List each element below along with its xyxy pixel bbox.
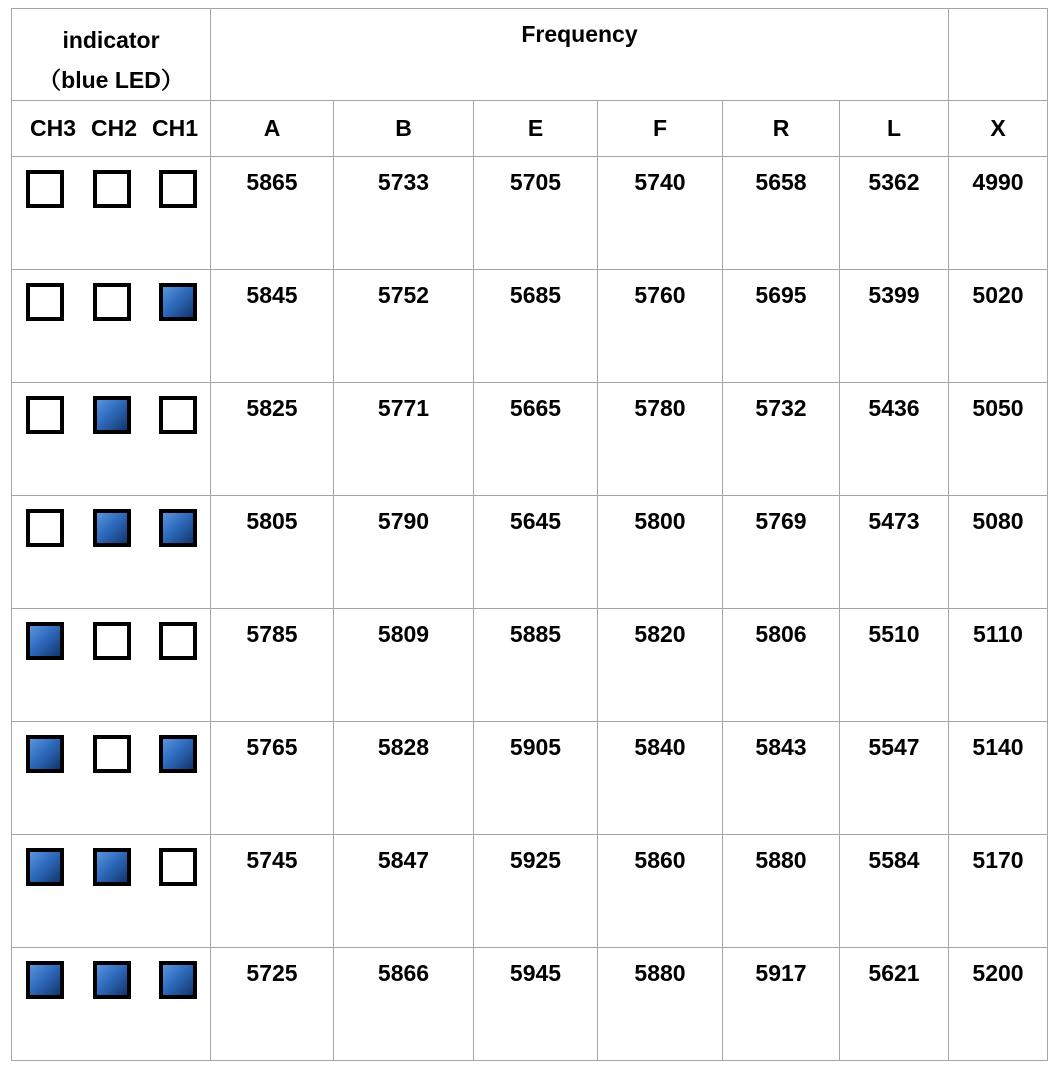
frequency-value: 5752 <box>377 282 430 308</box>
frequency-value: 5769 <box>755 508 807 534</box>
frequency-cell <box>840 835 949 948</box>
channel-label-ch3: CH3 <box>30 115 77 141</box>
led-ch1-on-icon <box>159 735 197 773</box>
frequency-cell <box>598 496 723 609</box>
frequency-value: 5765 <box>246 734 298 760</box>
band-header-r: R <box>723 101 840 157</box>
led-ch2-off-icon <box>93 622 131 660</box>
table-row <box>12 835 1048 948</box>
frequency-value: 5399 <box>868 282 920 308</box>
indicator-cell <box>12 270 211 383</box>
led-ch2-off-icon <box>93 735 131 773</box>
frequency-cell <box>949 383 1048 496</box>
frequency-value: 5865 <box>246 169 298 195</box>
indicator-cell <box>12 948 211 1061</box>
frequency-cell <box>211 383 334 496</box>
frequency-value: 5885 <box>509 621 562 647</box>
frequency-cell <box>723 722 840 835</box>
header-row-2 <box>12 101 1048 157</box>
frequency-cell <box>334 270 474 383</box>
led-ch3-on-icon <box>26 961 64 999</box>
frequency-cell <box>474 496 598 609</box>
frequency-cell <box>723 609 840 722</box>
frequency-value: 5843 <box>755 734 807 760</box>
frequency-value: 5584 <box>868 847 920 873</box>
frequency-cell <box>840 609 949 722</box>
led-ch1-on-icon <box>159 961 197 999</box>
band-header-x: X <box>949 101 1048 157</box>
frequency-title: Frequency <box>521 21 638 47</box>
led-ch1-off-icon <box>159 848 197 886</box>
led-ch1-off-icon <box>159 396 197 434</box>
led-ch2-on-icon <box>93 509 131 547</box>
frequency-cell <box>211 157 334 270</box>
indicator-subtitle: （blue LED） <box>38 67 184 93</box>
led-ch1-on-icon <box>159 509 197 547</box>
frequency-value: 5820 <box>634 621 686 647</box>
band-header-a: A <box>211 101 334 157</box>
frequency-cell <box>211 496 334 609</box>
frequency-value: 5945 <box>509 960 562 986</box>
frequency-cell <box>840 383 949 496</box>
led-ch3-off-icon <box>26 283 64 321</box>
frequency-value: 5080 <box>972 508 1024 534</box>
frequency-cell <box>840 722 949 835</box>
frequency-value: 5200 <box>972 960 1024 986</box>
frequency-value: 5825 <box>246 395 298 421</box>
frequency-cell <box>949 609 1048 722</box>
frequency-value: 5847 <box>377 847 430 873</box>
frequency-cell <box>211 270 334 383</box>
frequency-value: 5860 <box>634 847 686 873</box>
frequency-cell <box>723 496 840 609</box>
frequency-cell <box>598 835 723 948</box>
frequency-cell <box>723 157 840 270</box>
frequency-value: 5510 <box>868 621 920 647</box>
channel-label-ch2: CH2 <box>90 115 137 141</box>
frequency-cell <box>840 270 949 383</box>
frequency-cell <box>598 270 723 383</box>
led-ch1-off-icon <box>159 622 197 660</box>
frequency-value: 5733 <box>377 169 430 195</box>
band-header-e: E <box>474 101 598 157</box>
frequency-value: 5805 <box>246 508 298 534</box>
frequency-cell <box>723 835 840 948</box>
led-ch3-off-icon <box>26 509 64 547</box>
frequency-value: 5880 <box>634 960 686 986</box>
band-header-b: B <box>334 101 474 157</box>
frequency-cell <box>949 722 1048 835</box>
frequency-value: 5771 <box>377 395 430 421</box>
frequency-cell <box>598 609 723 722</box>
indicator-cell <box>12 383 211 496</box>
frequency-cell <box>949 948 1048 1061</box>
led-ch3-off-icon <box>26 396 64 434</box>
empty-header-cell <box>949 9 1048 101</box>
band-header-f: F <box>598 101 723 157</box>
led-ch3-off-icon <box>26 170 64 208</box>
indicator-cell <box>12 835 211 948</box>
frequency-value: 5809 <box>377 621 430 647</box>
frequency-cell <box>474 835 598 948</box>
led-ch2-off-icon <box>93 283 131 321</box>
frequency-value: 5050 <box>972 395 1024 421</box>
frequency-cell <box>474 157 598 270</box>
frequency-cell <box>211 722 334 835</box>
led-ch2-on-icon <box>93 848 131 886</box>
frequency-value: 5140 <box>972 734 1024 760</box>
band-header-l: L <box>840 101 949 157</box>
frequency-cell <box>474 383 598 496</box>
frequency-cell <box>211 835 334 948</box>
frequency-value: 5658 <box>755 169 807 195</box>
frequency-value: 5645 <box>509 508 562 534</box>
frequency-value: 5547 <box>868 734 920 760</box>
led-ch1-on-icon <box>159 283 197 321</box>
frequency-cell <box>598 722 723 835</box>
frequency-cell <box>334 722 474 835</box>
frequency-value: 5725 <box>246 960 298 986</box>
frequency-cell <box>598 948 723 1061</box>
frequency-cell <box>949 496 1048 609</box>
frequency-table <box>11 8 1048 1061</box>
frequency-value: 5705 <box>509 169 562 195</box>
table-row <box>12 383 1048 496</box>
frequency-cell <box>840 948 949 1061</box>
frequency-value: 5785 <box>246 621 298 647</box>
frequency-cell <box>474 722 598 835</box>
frequency-value: 5740 <box>634 169 686 195</box>
table-row <box>12 948 1048 1061</box>
frequency-cell <box>949 157 1048 270</box>
frequency-header <box>211 9 949 101</box>
table-row <box>12 157 1048 270</box>
indicator-cell <box>12 157 211 270</box>
indicator-title: indicator <box>62 27 160 53</box>
led-ch1-off-icon <box>159 170 197 208</box>
led-ch3-on-icon <box>26 848 64 886</box>
frequency-cell <box>840 496 949 609</box>
frequency-cell <box>334 383 474 496</box>
frequency-value: 5828 <box>377 734 430 760</box>
frequency-cell <box>334 157 474 270</box>
frequency-value: 4990 <box>972 169 1024 195</box>
frequency-value: 5473 <box>868 508 920 534</box>
table-row <box>12 270 1048 383</box>
frequency-value: 5790 <box>377 508 430 534</box>
frequency-value: 5880 <box>755 847 807 873</box>
frequency-value: 5925 <box>509 847 562 873</box>
table-row <box>12 609 1048 722</box>
indicator-cell <box>12 496 211 609</box>
frequency-value: 5110 <box>973 621 1023 647</box>
frequency-cell <box>723 270 840 383</box>
frequency-cell <box>723 948 840 1061</box>
frequency-cell <box>598 383 723 496</box>
header-row-1 <box>12 9 1048 101</box>
frequency-value: 5806 <box>755 621 807 647</box>
frequency-cell <box>334 948 474 1061</box>
frequency-cell <box>949 835 1048 948</box>
frequency-cell <box>723 383 840 496</box>
frequency-cell <box>474 270 598 383</box>
frequency-value: 5780 <box>634 395 686 421</box>
frequency-value: 5665 <box>509 395 562 421</box>
frequency-cell <box>211 609 334 722</box>
frequency-value: 5745 <box>246 847 298 873</box>
frequency-value: 5840 <box>634 734 686 760</box>
frequency-cell <box>840 157 949 270</box>
frequency-value: 5362 <box>868 169 920 195</box>
frequency-value: 5800 <box>634 508 686 534</box>
frequency-cell <box>334 496 474 609</box>
indicator-header <box>12 9 211 101</box>
frequency-value: 5436 <box>868 395 920 421</box>
frequency-cell <box>211 948 334 1061</box>
indicator-cell <box>12 722 211 835</box>
frequency-value: 5695 <box>755 282 807 308</box>
frequency-value: 5845 <box>246 282 298 308</box>
frequency-value: 5685 <box>509 282 562 308</box>
frequency-value: 5621 <box>868 960 920 986</box>
led-ch2-off-icon <box>93 170 131 208</box>
frequency-value: 5732 <box>755 395 807 421</box>
frequency-cell <box>474 609 598 722</box>
led-ch3-on-icon <box>26 622 64 660</box>
channel-label-ch1: CH1 <box>151 115 198 141</box>
frequency-cell <box>474 948 598 1061</box>
table-row <box>12 722 1048 835</box>
table-row <box>12 496 1048 609</box>
frequency-value: 5905 <box>509 734 562 760</box>
frequency-cell <box>598 157 723 270</box>
frequency-cell <box>949 270 1048 383</box>
channel-header-cell <box>12 101 211 157</box>
frequency-cell <box>334 835 474 948</box>
indicator-cell <box>12 609 211 722</box>
led-ch3-on-icon <box>26 735 64 773</box>
frequency-value: 5020 <box>972 282 1024 308</box>
frequency-cell <box>334 609 474 722</box>
frequency-value: 5170 <box>972 847 1024 873</box>
frequency-value: 5866 <box>377 960 430 986</box>
led-ch2-on-icon <box>93 396 131 434</box>
led-ch2-on-icon <box>93 961 131 999</box>
frequency-value: 5917 <box>755 960 807 986</box>
frequency-value: 5760 <box>634 282 686 308</box>
